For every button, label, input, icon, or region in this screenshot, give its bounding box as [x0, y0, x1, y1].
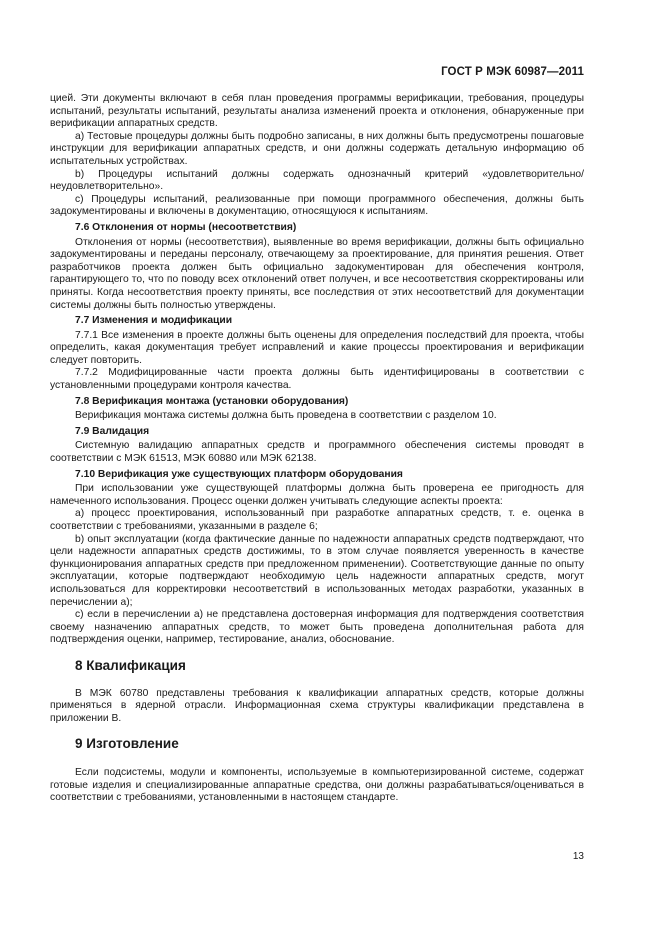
clause-7-7-1: 7.7.1 Все изменения в проекте должны быть оценены для определения последствий для проекта, чтобы определить, какая документация требует исправлений и какие процессы проектирования и верификации следует повторить. — [50, 329, 584, 366]
paragraph: Системную валидацию аппаратных средств и программного обеспечения системы проводят в соответствии с МЭК 61513, МЭК 60880 или МЭК 62138. — [50, 440, 584, 465]
paragraph: Верификация монтажа системы должна быть проведена в соответствии с разделом 10. — [75, 410, 497, 422]
clause-7-7-2: 7.7.2 Модифицированные части проекта должны быть идентифицированы в соответствии с установленными процедурами контроля качества. — [50, 367, 584, 392]
subsection-heading-7-6: 7.6 Отклонения от нормы (несоответствия) — [75, 221, 297, 233]
subsection-heading-7-7: 7.7 Изменения и модификации — [75, 315, 233, 327]
list-item-c: c) если в перечислении а) не представлена достоверная информация для подтверждения соответствия своему назначению аппаратных средств, то может быть проведена дополнительная работа для подтверждения оценки, например, тестирование, анализ, обоснование. — [50, 609, 584, 646]
list-item-a: a) Тестовые процедуры должны быть подробно записаны, в них должны быть предусмотрены пошаговые инструкции для верификации аппаратных средств, и они должны содержать детальную информацию об испытательных устройствах. — [50, 130, 584, 167]
document-body — [50, 93, 584, 805]
section-heading-8: 8 Квалификация — [75, 657, 186, 673]
paragraph: цией. Эти документы включают в себя план проведения программы верификации, требования, процедуры испытаний, результаты испытаний, результаты анализа изменений проекта и отклонения, обнаруженные при верификации аппаратных средств. — [50, 93, 584, 130]
list-item-b: b) Процедуры испытаний должны содержать однозначный критерий «удовлетворительно/неудовлетворительно». — [50, 168, 584, 193]
page-header-standard-code: ГОСТ Р МЭК 60987—2011 — [441, 66, 584, 78]
paragraph: Если подсистемы, модули и компоненты, используемые в компьютеризированной системе, содержат готовые изделия и специализированные аппаратные средства, они должны разрабатываться/оцениваться в соответствии с требованиями, установленными в настоящем стандарте. — [50, 766, 584, 804]
subsection-heading-7-10: 7.10 Верификация уже существующих платформ оборудования — [75, 468, 403, 480]
subsection-heading-7-9: 7.9 Валидация — [75, 425, 150, 437]
paragraph: Отклонения от нормы (несоответствия), выявленные во время верификации, должны быть официально задокументированы и переданы персоналу, отвечающему за проектирование, для принятия решения. Ответ разработчиков проекта должен быть официально задокументирован для обеспечения контроля, гарантирующего то, что по поводу всех отклонений ответ получен, и все несоответствия скорректированы или приняты. Когда несоответствия проекту приняты, все последствия от этих несоответствий для документации системы должны быть полностью утверждены. — [50, 236, 584, 311]
page-number: 13 — [572, 851, 584, 862]
section-heading-9: 9 Изготовление — [75, 736, 179, 752]
paragraph: В МЭК 60780 представлены требования к квалификации аппаратных средств, которые должны применяться в ядерной отрасли. Информационная схема структуры квалификации представлена в приложении В. — [50, 687, 584, 724]
list-item-a: a) процесс проектирования, использованный при разработке аппаратных средств, т. е. оценка в соответствии с требованиями, указанными в разделе 6; — [50, 508, 584, 532]
paragraph: При использовании уже существующей платформы должна быть проверена ее пригодность для намеченного использования. Процесс оценки должен учитывать следующие аспекты проекта: — [50, 483, 584, 507]
list-item-b: b) опыт эксплуатации (когда фактические данные по надежности аппаратных средств подтверждают, что цели надежности аппаратных средств достижимы, то в этом случае появляется уверенность в качестве функционирования аппаратных средств при предложенном применении). Соответствующие данные по опыту эксплуатации, которые подтверждают необходимую цель надежности аппаратных средств, могут использоваться для корректировки несоответствий в использованных методах разработки, указанных в перечислении а); — [50, 533, 584, 608]
subsection-heading-7-8: 7.8 Верификация монтажа (установки оборудования) — [75, 395, 349, 407]
list-item-c: c) Процедуры испытаний, реализованные при помощи программного обеспечения, должны быть задокументированы и включены в документацию, относящуюся к испытаниям. — [50, 193, 584, 218]
